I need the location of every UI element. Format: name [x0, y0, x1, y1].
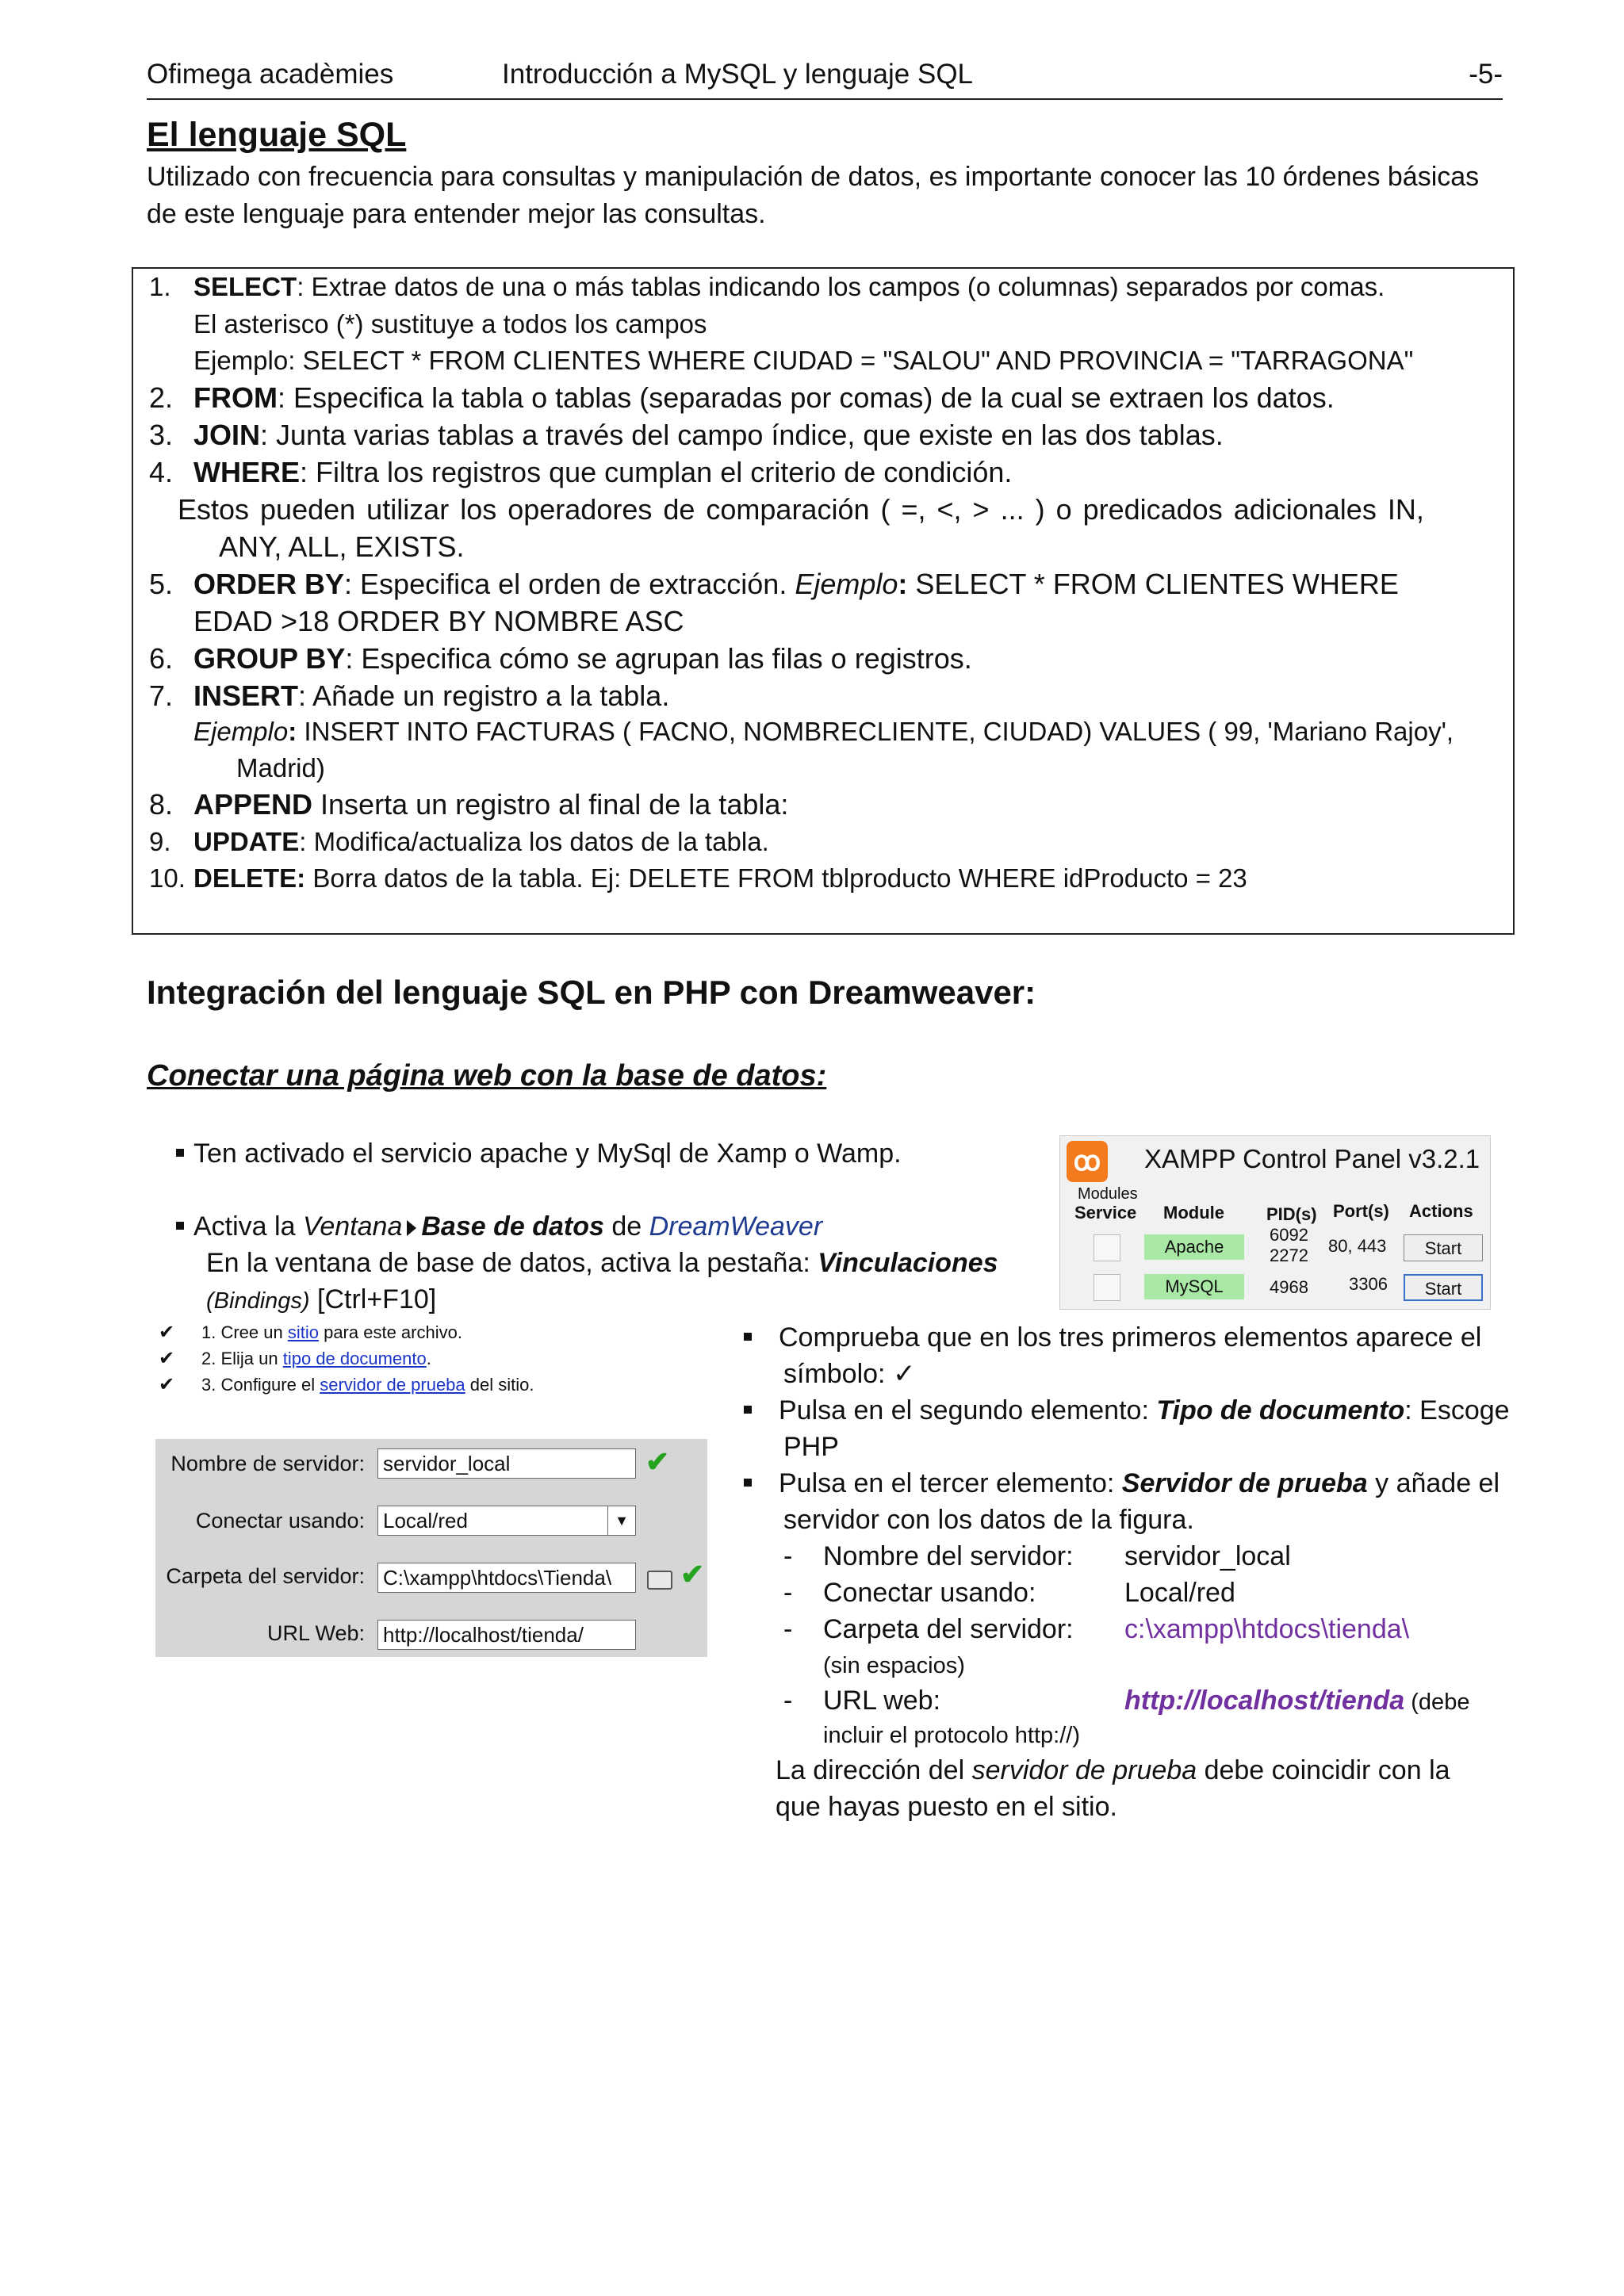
modules-label: Modules [1078, 1185, 1138, 1203]
element-name: Servidor de prueba [1121, 1468, 1368, 1498]
menu-arrow-icon [407, 1220, 416, 1236]
command-name: ORDER BY [193, 568, 345, 600]
page-number: -5- [1469, 59, 1503, 90]
item-number: 7. [149, 679, 174, 712]
item-number: 10. [149, 863, 186, 893]
element-name: Tipo de documento [1156, 1395, 1405, 1425]
module-apache: Apache [1144, 1234, 1244, 1260]
section-title-integration: Integración del lenguaje SQL en PHP con Dreamweaver: [147, 974, 1036, 1011]
detail-value: servidor_local [1124, 1541, 1291, 1571]
item-continuation: Estos pueden utilizar los operadores de comparación ( =, <, > ... ) o predicados adicionales IN, [178, 493, 1424, 526]
checklist-text: 2. Elija un [201, 1349, 283, 1368]
detail-key: Nombre del servidor: [823, 1541, 1074, 1571]
command-desc: : Modifica/actualiza los datos de la tabla. [299, 827, 769, 856]
check-icon: ✔ [680, 1558, 705, 1590]
square-bullet-icon [176, 1149, 184, 1157]
step-text-line [206, 1281, 436, 1319]
command-example: SELECT * FROM CLIENTES WHERE [907, 568, 1399, 600]
command-desc: : Especifica la tabla o tablas (separadas por comas) de la cual se extraen los datos. [277, 381, 1335, 414]
connect-using-select[interactable] [377, 1506, 636, 1536]
detail-value: Local/red [1124, 1578, 1235, 1608]
document-type-link[interactable]: tipo de documento [282, 1349, 427, 1368]
header-title: Introducción a MySQL y lenguaje SQL [502, 59, 974, 90]
item-example [193, 717, 1454, 747]
check-icon: ✔ [159, 1374, 175, 1395]
chevron-down-icon[interactable]: ▼ [607, 1506, 635, 1535]
intro-line: Utilizado con frecuencia para consultas y manipulación de datos, es importante conocer las 10 órdenes básicas [147, 162, 1480, 192]
instruction-text: : Escoge [1404, 1395, 1510, 1425]
instruction-bullet [744, 1465, 1500, 1502]
col-pid: PID(s) [1266, 1204, 1317, 1224]
square-bullet-icon [744, 1333, 752, 1341]
detail-note: incluir el protocolo http://) [823, 1723, 1080, 1748]
header-left: Ofimega acadèmies [147, 59, 394, 90]
dash: - [783, 1614, 793, 1644]
server-settings-form [155, 1439, 707, 1657]
app-name: DreamWeaver [649, 1211, 823, 1242]
command-desc: : Especifica cómo se agrupan las filas o registros. [345, 642, 972, 675]
item-number: 1. [149, 272, 171, 301]
detail-value: c:\xampp\htdocs\tienda\ [1124, 1614, 1410, 1644]
detail-value [1124, 1682, 1469, 1720]
step-bullet [176, 1208, 822, 1245]
instruction-text: Comprueba que en los tres primeros elementos aparece el [779, 1322, 1482, 1353]
check-icon: ✔ [159, 1322, 175, 1343]
col-module: Module [1163, 1203, 1224, 1223]
item-number: 5. [149, 568, 174, 600]
detail-key: URL web: [823, 1686, 941, 1716]
item-continuation: ANY, ALL, EXISTS. [219, 530, 465, 563]
command-name: JOIN [193, 419, 261, 451]
dreamweaver-checklist [159, 1319, 534, 1398]
square-bullet-icon [744, 1406, 752, 1414]
pid-value: 4968 [1270, 1277, 1308, 1297]
instruction-text: Pulsa en el segundo elemento: [779, 1395, 1157, 1425]
command-name: SELECT [193, 272, 297, 301]
service-checkbox[interactable] [1094, 1274, 1120, 1301]
example-label: Ejemplo [193, 717, 289, 746]
command-name: DELETE: [193, 863, 306, 893]
shortcut: [Ctrl+F10] [309, 1284, 437, 1314]
example-label: Ejemplo [795, 568, 898, 600]
square-bullet-icon [176, 1222, 184, 1230]
start-mysql-button[interactable]: Start [1404, 1274, 1483, 1301]
item-number: 2. [149, 381, 174, 414]
instruction-line: servidor con los datos de la figura. [783, 1505, 1194, 1535]
detail-note: (debe [1404, 1689, 1470, 1715]
check-icon: ✔ [159, 1348, 175, 1369]
closing-note [776, 1752, 1450, 1789]
tab-name: Vinculaciones [818, 1248, 998, 1278]
checklist-text: para este archivo. [318, 1322, 462, 1342]
item-number: 4. [149, 456, 174, 488]
service-checkbox[interactable] [1094, 1234, 1120, 1261]
command-name: WHERE [193, 456, 300, 488]
checklist-text: 1. Cree un [201, 1322, 288, 1342]
command-name: INSERT [193, 679, 299, 712]
step-bullet [176, 1135, 902, 1172]
server-folder-label: Carpeta del servidor: [166, 1564, 365, 1588]
url-web-label: URL Web: [266, 1621, 365, 1645]
server-name-label: Nombre de servidor: [170, 1452, 365, 1475]
note-text: debe coincidir con la [1197, 1755, 1450, 1785]
instruction-text: Pulsa en el tercer elemento: [779, 1468, 1122, 1498]
item-example: Ejemplo: SELECT * FROM CLIENTES WHERE CIUDAD = "SALOU" AND PROVINCIA = "TARRAGONA" [193, 346, 1414, 375]
step-text: Activa la [193, 1211, 303, 1242]
list-item [159, 1372, 534, 1398]
dash: - [783, 1686, 793, 1716]
col-actions: Actions [1409, 1201, 1473, 1221]
checklist-text: del sitio. [465, 1375, 534, 1395]
command-example: INSERT INTO FACTURAS ( FACNO, NOMBRECLIENTE, CIUDAD) VALUES ( 99, 'Mariano Rajoy', [297, 717, 1454, 746]
step-text: En la ventana de base de datos, activa la pestaña: [206, 1248, 818, 1278]
section-title-sql: El lenguaje SQL [147, 116, 407, 154]
step-text: de [603, 1211, 649, 1242]
command-desc: : Añade un registro a la tabla. [298, 679, 670, 712]
command-desc: : Filtra los registros que cumplan el criterio de condición. [300, 456, 1013, 488]
instruction-bullet [744, 1392, 1510, 1429]
url-web-field[interactable]: http://localhost/tienda/ [377, 1620, 636, 1650]
sql-commands-box [132, 267, 1515, 935]
page-header [147, 59, 1503, 100]
command-name: GROUP BY [193, 642, 346, 675]
col-service: Service [1074, 1203, 1137, 1223]
menu-item: Base de datos [421, 1211, 604, 1242]
port-value: 80, 443 [1328, 1236, 1387, 1256]
item-number: 3. [149, 419, 174, 451]
item-continuation: EDAD >18 ORDER BY NOMBRE ASC [193, 605, 684, 637]
command-name: FROM [193, 381, 278, 414]
instruction-bullet [744, 1319, 1481, 1356]
instruction-line: PHP [783, 1432, 839, 1462]
command-desc: Borra datos de la tabla. Ej: DELETE FROM tblproducto WHERE idProducto = 23 [305, 863, 1247, 893]
testing-server-link[interactable]: servidor de prueba [320, 1375, 465, 1395]
url-value: http://localhost/tienda [1124, 1686, 1405, 1716]
instruction-text: y añade el [1367, 1468, 1500, 1498]
checklist-text: . [426, 1349, 431, 1368]
server-detail-row [783, 1575, 792, 1611]
command-desc: Inserta un registro al final de la tabla: [312, 788, 789, 821]
item-number: 8. [149, 788, 174, 821]
start-apache-button[interactable]: Start [1404, 1234, 1483, 1261]
server-folder-field[interactable]: C:\xampp\htdocs\Tienda\ [377, 1563, 636, 1593]
server-detail-row [783, 1538, 792, 1575]
detail-note: (sin espacios) [823, 1653, 965, 1678]
select-value: Local/red [383, 1509, 468, 1533]
module-mysql: MySQL [1144, 1274, 1244, 1299]
xampp-title: XAMPP Control Panel v3.2.1 [1144, 1144, 1480, 1173]
server-detail-row [783, 1611, 792, 1647]
connect-using-label: Conectar usando: [195, 1509, 365, 1533]
xampp-control-panel [1059, 1135, 1491, 1310]
folder-icon[interactable] [647, 1571, 672, 1590]
instruction-line: símbolo: ✓ [783, 1359, 916, 1389]
step-text: Ten activado el servicio apache y MySql de Xamp o Wamp. [193, 1138, 902, 1169]
server-detail-row [783, 1682, 792, 1719]
intro-paragraph [147, 159, 1511, 233]
item-continuation: El asterisco (*) sustituye a todos los campos [193, 309, 707, 339]
item-number: 6. [149, 642, 174, 675]
example-colon: : [898, 568, 908, 600]
server-name-field[interactable]: servidor_local [377, 1448, 636, 1479]
closing-note-line: que hayas puesto en el sitio. [776, 1792, 1117, 1822]
port-value: 3306 [1349, 1274, 1388, 1294]
detail-key: Carpeta del servidor: [823, 1614, 1074, 1644]
check-icon: ✔ [645, 1445, 670, 1478]
pid-value: 2272 [1270, 1246, 1308, 1265]
dash: - [783, 1541, 793, 1571]
square-bullet-icon [744, 1479, 752, 1487]
dash: - [783, 1578, 793, 1608]
pid-value: 6092 [1270, 1225, 1308, 1245]
list-item [159, 1319, 534, 1345]
command-desc: : Junta varias tablas a través del campo índice, que existe en las dos tablas. [260, 419, 1224, 451]
note-text: La dirección del [776, 1755, 972, 1785]
list-item [159, 1345, 534, 1372]
command-desc: : Especifica el orden de extracción. [344, 568, 795, 600]
xampp-logo-icon: ꝏ [1067, 1141, 1108, 1182]
tab-english-name: (Bindings) [206, 1288, 310, 1314]
col-port: Port(s) [1333, 1201, 1389, 1221]
command-name: UPDATE [193, 827, 300, 856]
subsection-title-connect: Conectar una página web con la base de datos: [147, 1059, 827, 1093]
step-text-line [206, 1245, 998, 1281]
command-name: APPEND [193, 788, 313, 821]
intro-line: de este lenguaje para entender mejor las consultas. [147, 199, 766, 229]
command-desc: : Extrae datos de una o más tablas indicando los campos (o columnas) separados por comas. [297, 272, 1385, 301]
item-number: 9. [149, 827, 171, 856]
site-link[interactable]: sitio [287, 1322, 319, 1342]
note-emphasis: servidor de prueba [971, 1755, 1197, 1785]
detail-key: Conectar usando: [823, 1578, 1036, 1608]
checklist-text: 3. Configure el [201, 1375, 320, 1395]
menu-name: Ventana [302, 1211, 403, 1242]
item-continuation: Madrid) [236, 753, 325, 783]
example-colon: : [288, 717, 297, 746]
